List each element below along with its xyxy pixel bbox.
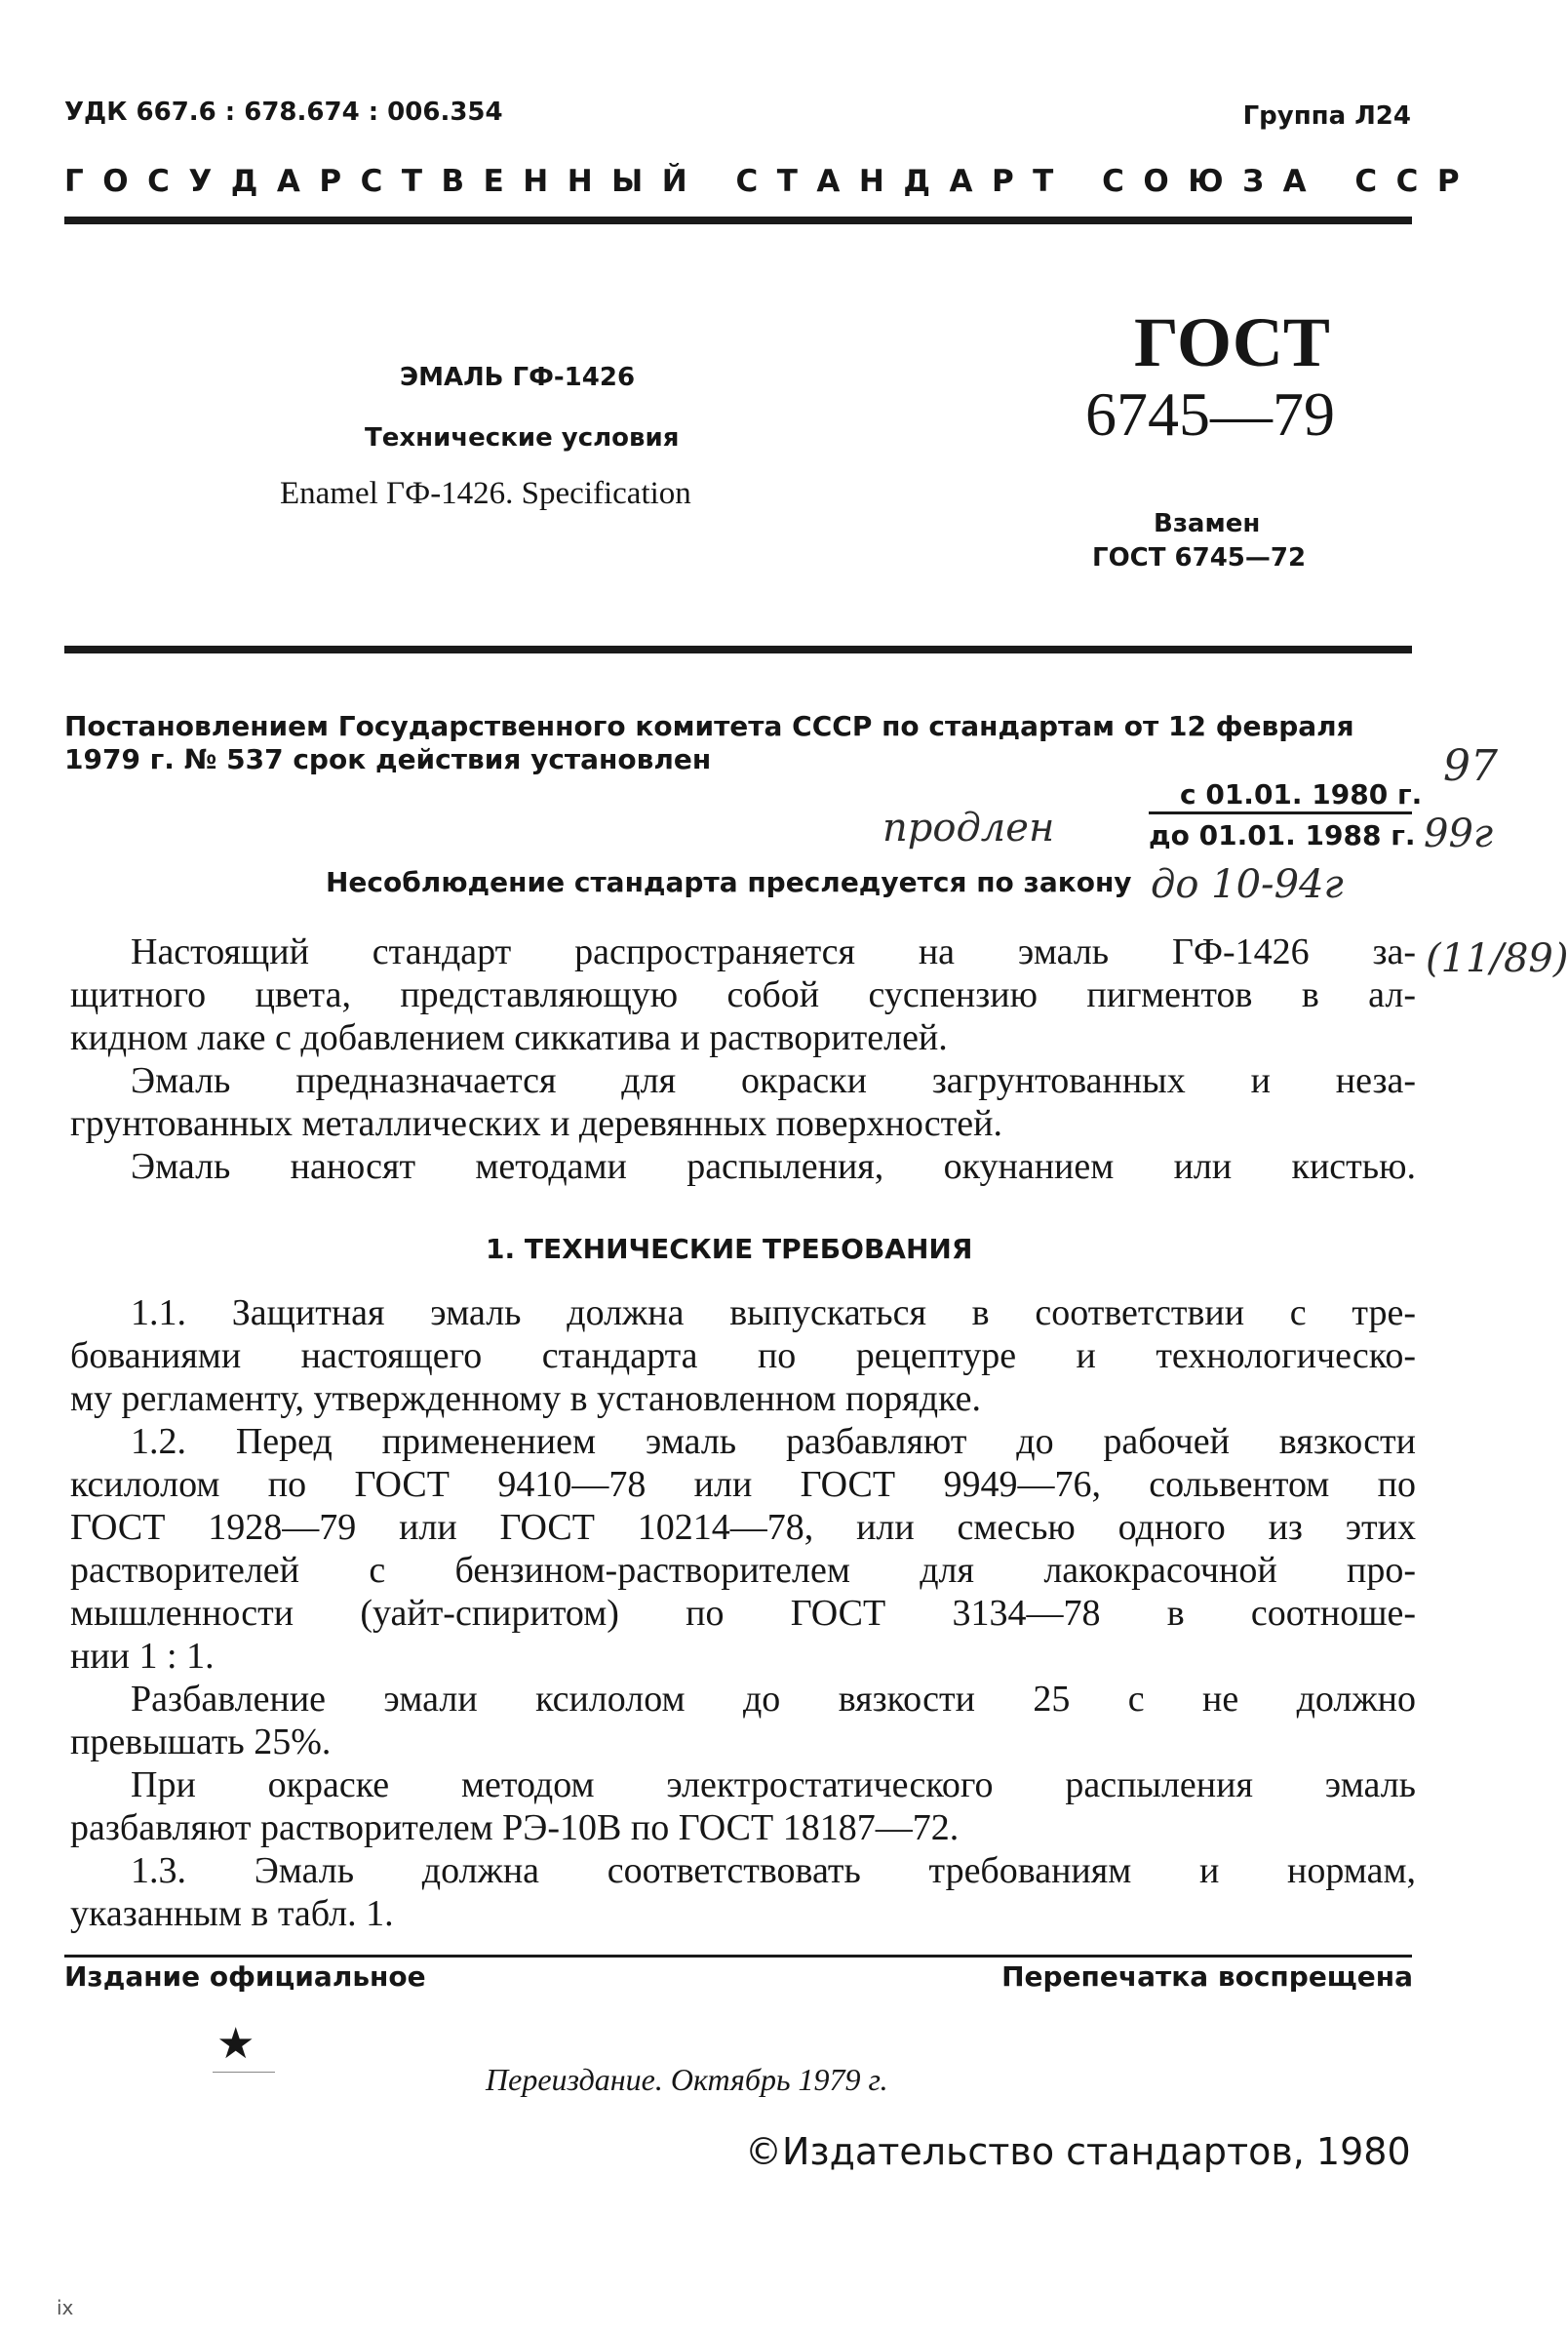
document-subtitle: Технические условия (365, 423, 680, 453)
star-icon: ★ (216, 2020, 255, 2068)
reprint-notice: Перепечатка воспрещена (1001, 1960, 1413, 1993)
paragraph-1-1 (70, 1291, 1416, 1420)
text-line: Настоящий стандарт распространяется на эмаль ГФ-1426 за- (131, 931, 1416, 972)
text-line: нии 1 : 1. (70, 1636, 215, 1677)
text-line: ксилолом по ГОСТ 9410—78 или ГОСТ 9949—76, сольвентом по (70, 1464, 1416, 1505)
text-line: му регламенту, утвержденному в установленном порядке. (70, 1378, 981, 1419)
text-line: грунтованных металлических и деревянных поверхностей. (70, 1103, 1002, 1144)
text-line: При окраске методом электростатического распыления эмаль (131, 1764, 1416, 1805)
text-line: 1.2. Перед применением эмаль разбавляют до рабочей вязкости (131, 1421, 1416, 1462)
intro-paragraph-2 (70, 1059, 1416, 1145)
gost-number: 6745—79 (1085, 379, 1335, 449)
reissue-note: Переиздание. Октябрь 1979 г. (486, 2062, 888, 2097)
text-line: Разбавление эмали ксилолом до вязкости 25 с не должно (131, 1679, 1416, 1720)
handwritten-note-1: 97 (1443, 741, 1498, 791)
validity-to: до 01.01. 1988 г. (1149, 819, 1416, 851)
text-line: указанным в табл. 1. (70, 1893, 394, 1934)
star-underline (213, 2072, 275, 2073)
text-line: Эмаль наносят методами распыления, окунанием или кистью. (131, 1146, 1416, 1187)
section-heading: 1. ТЕХНИЧЕСКИЕ ТРЕБОВАНИЯ (486, 1233, 973, 1265)
replaces-number: ГОСТ 6745—72 (1092, 543, 1307, 573)
english-title: Enamel ГФ-1426. Specification (280, 476, 691, 511)
text-line: разбавляют растворителем РЭ-10В по ГОСТ 18187—72. (70, 1807, 960, 1848)
header-rule (64, 217, 1412, 224)
handwritten-note-2: продлен (882, 806, 1055, 851)
udk-code: УДК 667.6 : 678.674 : 006.354 (64, 98, 503, 127)
handwritten-note-4: до 10-94г (1151, 862, 1344, 907)
paragraph-1-2-dilution (70, 1678, 1416, 1763)
group-code: Группа Л24 (1242, 101, 1411, 131)
text-line: бованиями настоящего стандарта по рецептуре и технологическо- (70, 1335, 1416, 1376)
paragraph-1-3 (70, 1849, 1416, 1935)
replaces-label: Взамен (1154, 509, 1261, 538)
text-line: 1.1. Защитная эмаль должна выпускаться в соответствии с тре- (131, 1292, 1416, 1333)
standard-banner: ГОСУДАРСТВЕННЫЙ СТАНДАРТ СОЮЗА ССР (64, 164, 1479, 199)
validity-from: с 01.01. 1980 г. (1180, 778, 1423, 811)
handwritten-note-5: (11/89) (1426, 936, 1568, 981)
text-line: растворителей с бензином-растворителем для лакокрасочной про- (70, 1550, 1416, 1591)
handwritten-note-3: 99г (1424, 811, 1494, 856)
validity-underline (1149, 811, 1412, 814)
text-line: ГОСТ 1928—79 или ГОСТ 10214—78, или смесью одного из этих (70, 1507, 1416, 1548)
intro-paragraph-3 (70, 1145, 1416, 1188)
document-title: ЭМАЛЬ ГФ-1426 (400, 363, 636, 392)
official-edition: Издание официальное (64, 1960, 426, 1993)
corner-mark: ix (57, 2296, 74, 2319)
text-line: щитного цвета, представляющую собой суспензию пигментов в ал- (70, 974, 1416, 1015)
text-line: кидном лаке с добавлением сиккатива и растворителей. (70, 1017, 948, 1058)
paragraph-1-2-electrostatic (70, 1763, 1416, 1849)
text-line: Эмаль предназначается для окраски загрунтованных и неза- (131, 1060, 1416, 1101)
title-rule (64, 646, 1412, 653)
decree-line-2: 1979 г. № 537 срок действия установлен (64, 743, 712, 775)
gost-label: ГОСТ (1134, 303, 1330, 381)
law-notice: Несоблюдение стандарта преследуется по закону (326, 866, 1132, 898)
paragraph-1-2 (70, 1420, 1416, 1678)
publisher-copyright: ©Издательство стандартов, 1980 (745, 2130, 1411, 2173)
footer-rule (64, 1955, 1412, 1958)
text-line: мышленности (уайт-спиритом) по ГОСТ 3134—78 в соотноше- (70, 1593, 1416, 1634)
text-line: превышать 25%. (70, 1721, 332, 1762)
text-line: 1.3. Эмаль должна соответствовать требованиям и нормам, (131, 1850, 1416, 1891)
intro-paragraph-1 (70, 930, 1416, 1059)
decree-line-1: Постановлением Государственного комитета СССР по стандартам от 12 февраля (64, 710, 1354, 742)
